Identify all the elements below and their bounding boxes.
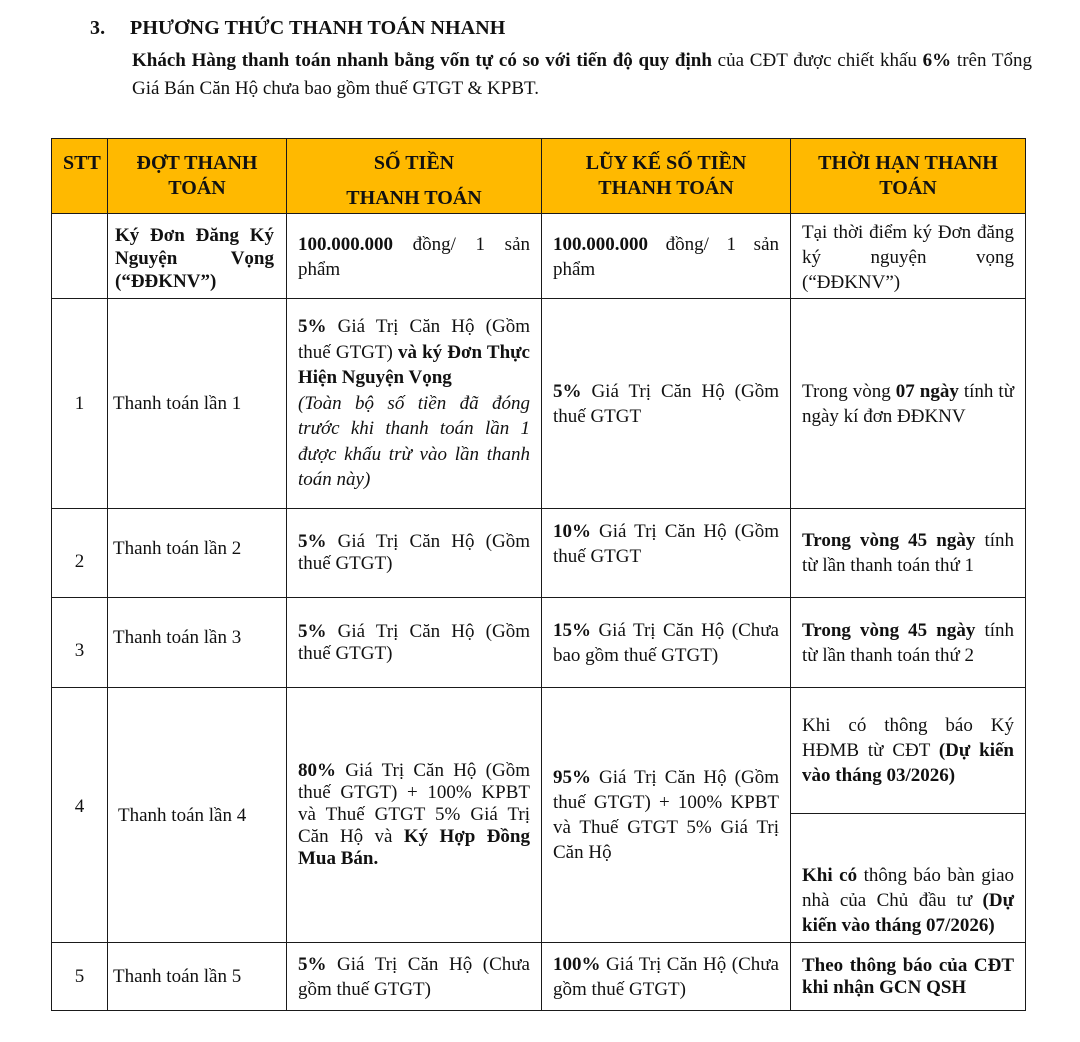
- luy-ke-bold: 5%: [553, 380, 582, 402]
- so-tien-bold: 5%: [298, 620, 327, 642]
- cell-stt: 3: [52, 598, 108, 688]
- thoi-han-text: tính từ lần thanh toán thứ 1: [802, 530, 1014, 576]
- luy-ke-text: Giá Trị Căn Hộ (Gồm thuế GTGT) + 100% KPBT và Thuế GTGT 5% Giá Trị Căn Hộ: [553, 767, 779, 863]
- payment-schedule-table: [51, 138, 1026, 1011]
- luy-ke-bold: 15%: [553, 619, 591, 641]
- thoi-han-text: Khi có thông báo Ký HĐMB từ CĐT: [802, 715, 1014, 761]
- so-tien-bold: 5%: [298, 531, 327, 552]
- so-tien-bold: 80%: [298, 760, 336, 781]
- section-heading: [90, 17, 505, 40]
- cell-luy-ke: [542, 598, 791, 688]
- luy-ke-text: Giá Trị Căn Hộ (Chưa gồm thuế GTGT): [553, 953, 779, 1000]
- cell-dot: Ký Đơn Đăng Ký Nguyện Vọng (“ĐĐKNV”): [108, 214, 287, 299]
- cell-thoi-han-ban-giao: [791, 814, 1026, 943]
- cell-luy-ke: [542, 214, 791, 299]
- cell-so-tien: [287, 943, 542, 1011]
- intro-paragraph: [132, 47, 1032, 103]
- table-row: [52, 214, 1026, 299]
- intro-text-2: trên Tổng Giá Bán Căn Hộ chưa bao gồm thuế GTGT & KPBT.: [132, 50, 1032, 99]
- cell-thoi-han: [791, 509, 1026, 598]
- header-stt: STT: [52, 139, 108, 214]
- so-tien-text: Giá Trị Căn Hộ (Gồm thuế GTGT) + 100% KPBT và Thuế GTGT 5% Giá Trị Căn Hộ và: [298, 760, 530, 847]
- luy-ke-bold: 95%: [553, 767, 591, 788]
- header-thoi-han: THỜI HẠN THANH TOÁN: [791, 139, 1026, 214]
- cell-stt: 2: [52, 509, 108, 598]
- header-so-tien-line2: THANH TOÁN: [346, 187, 482, 209]
- header-luy-ke: LŨY KẾ SỐ TIỀN THANH TOÁN: [542, 139, 791, 214]
- cell-thoi-han: Tại thời điểm ký Đơn đăng ký nguyện vọng (“ĐĐKNV”): [791, 214, 1026, 299]
- cell-dot: Thanh toán lần 4: [108, 688, 287, 943]
- cell-thoi-han-ky-hdmb: [791, 688, 1026, 814]
- section-number: 3.: [90, 17, 106, 39]
- thoi-han-bold: Trong vòng 45 ngày: [802, 619, 976, 641]
- luy-ke-text: Giá Trị Căn Hộ (Gồm thuế GTGT: [553, 380, 779, 427]
- cell-dot: Thanh toán lần 2: [108, 509, 287, 598]
- header-so-tien: [287, 139, 542, 214]
- so-tien-bold: 5%: [298, 316, 327, 338]
- cell-so-tien: [287, 598, 542, 688]
- cell-stt: 1: [52, 299, 108, 509]
- table-row: [52, 598, 1026, 688]
- cell-so-tien: [287, 688, 542, 943]
- table-row: [52, 688, 1026, 814]
- table-row: [52, 509, 1026, 598]
- so-tien-text: Giá Trị Căn Hộ (Chưa gồm thuế GTGT): [298, 953, 530, 1000]
- so-tien-text: đồng/ 1 sản phẩm: [298, 234, 530, 280]
- cell-dot: Thanh toán lần 5: [108, 943, 287, 1011]
- header-dot-thanh-toan: ĐỢT THANH TOÁN: [108, 139, 287, 214]
- so-tien-bold: 100.000.000: [298, 234, 393, 255]
- cell-luy-ke: [542, 509, 791, 598]
- so-tien-bold-2: Ký Hợp Đồng Mua Bán.: [298, 826, 530, 869]
- thoi-han-bold-2: (Dự kiến vào tháng 07/2026): [802, 890, 1014, 936]
- cell-so-tien: [287, 214, 542, 299]
- section-title: PHƯƠNG THỨC THANH TOÁN NHANH: [130, 17, 506, 39]
- table-row: [52, 943, 1026, 1011]
- luy-ke-text: Giá Trị Căn Hộ (Gồm thuế GTGT: [553, 521, 779, 567]
- cell-stt: 5: [52, 943, 108, 1011]
- cell-so-tien: [287, 509, 542, 598]
- so-tien-text: Giá Trị Căn Hộ (Gồm thuế GTGT): [298, 316, 530, 363]
- luy-ke-bold: 10%: [553, 521, 591, 542]
- so-tien-note: (Toàn bộ số tiền đã đóng trước khi thanh toán lần 1 được khấu trừ vào lần thanh toán này): [298, 392, 530, 491]
- so-tien-text: Giá Trị Căn Hộ (Gồm thuế GTGT): [298, 620, 530, 664]
- so-tien-text: Giá Trị Căn Hộ (Gồm thuế GTGT): [298, 531, 530, 574]
- cell-thoi-han: Theo thông báo của CĐT khi nhận GCN QSH: [791, 943, 1026, 1011]
- cell-dot: Thanh toán lần 1: [108, 299, 287, 509]
- so-tien-bold: 5%: [298, 953, 327, 975]
- thoi-han-bold: 07 ngày: [895, 380, 959, 402]
- cell-so-tien: [287, 299, 542, 509]
- cell-dot: Thanh toán lần 3: [108, 598, 287, 688]
- intro-discount: 6%: [922, 50, 952, 71]
- luy-ke-bold: 100%: [553, 953, 601, 975]
- so-tien-bold-2: và ký Đơn Thực Hiện Nguyện Vọng: [298, 341, 530, 389]
- thoi-han-bold: Trong vòng 45 ngày: [802, 530, 976, 551]
- cell-luy-ke: [542, 688, 791, 943]
- thoi-han-bold: Khi có: [802, 865, 858, 886]
- luy-ke-bold: 100.000.000: [553, 234, 648, 255]
- intro-text-1: của CĐT được chiết khấu: [711, 50, 923, 71]
- cell-stt: [52, 214, 108, 299]
- table-header-row: [52, 139, 1026, 214]
- thoi-han-bold: (Dự kiến vào tháng 03/2026): [802, 740, 1015, 786]
- thoi-han-text-2: tính từ ngày kí đơn ĐĐKNV: [802, 380, 1014, 427]
- luy-ke-text: đồng/ 1 sản phẩm: [553, 234, 779, 280]
- table-row: [52, 299, 1026, 509]
- cell-thoi-han: [791, 299, 1026, 509]
- thoi-han-text: Trong vòng: [802, 380, 896, 402]
- luy-ke-text: Giá Trị Căn Hộ (Chưa bao gồm thuế GTGT): [553, 619, 779, 666]
- thoi-han-text: tính từ lần thanh toán thứ 2: [802, 619, 1014, 666]
- intro-bold: Khách Hàng thanh toán nhanh bằng vốn tự có so với tiến độ quy định: [132, 50, 712, 71]
- cell-thoi-han: [791, 598, 1026, 688]
- cell-stt: 4: [52, 688, 108, 943]
- cell-luy-ke: [542, 943, 791, 1011]
- cell-luy-ke: [542, 299, 791, 509]
- header-so-tien-line1: SỐ TIỀN: [373, 152, 455, 174]
- thoi-han-text: thông báo bàn giao nhà của Chủ đầu tư: [802, 865, 1014, 911]
